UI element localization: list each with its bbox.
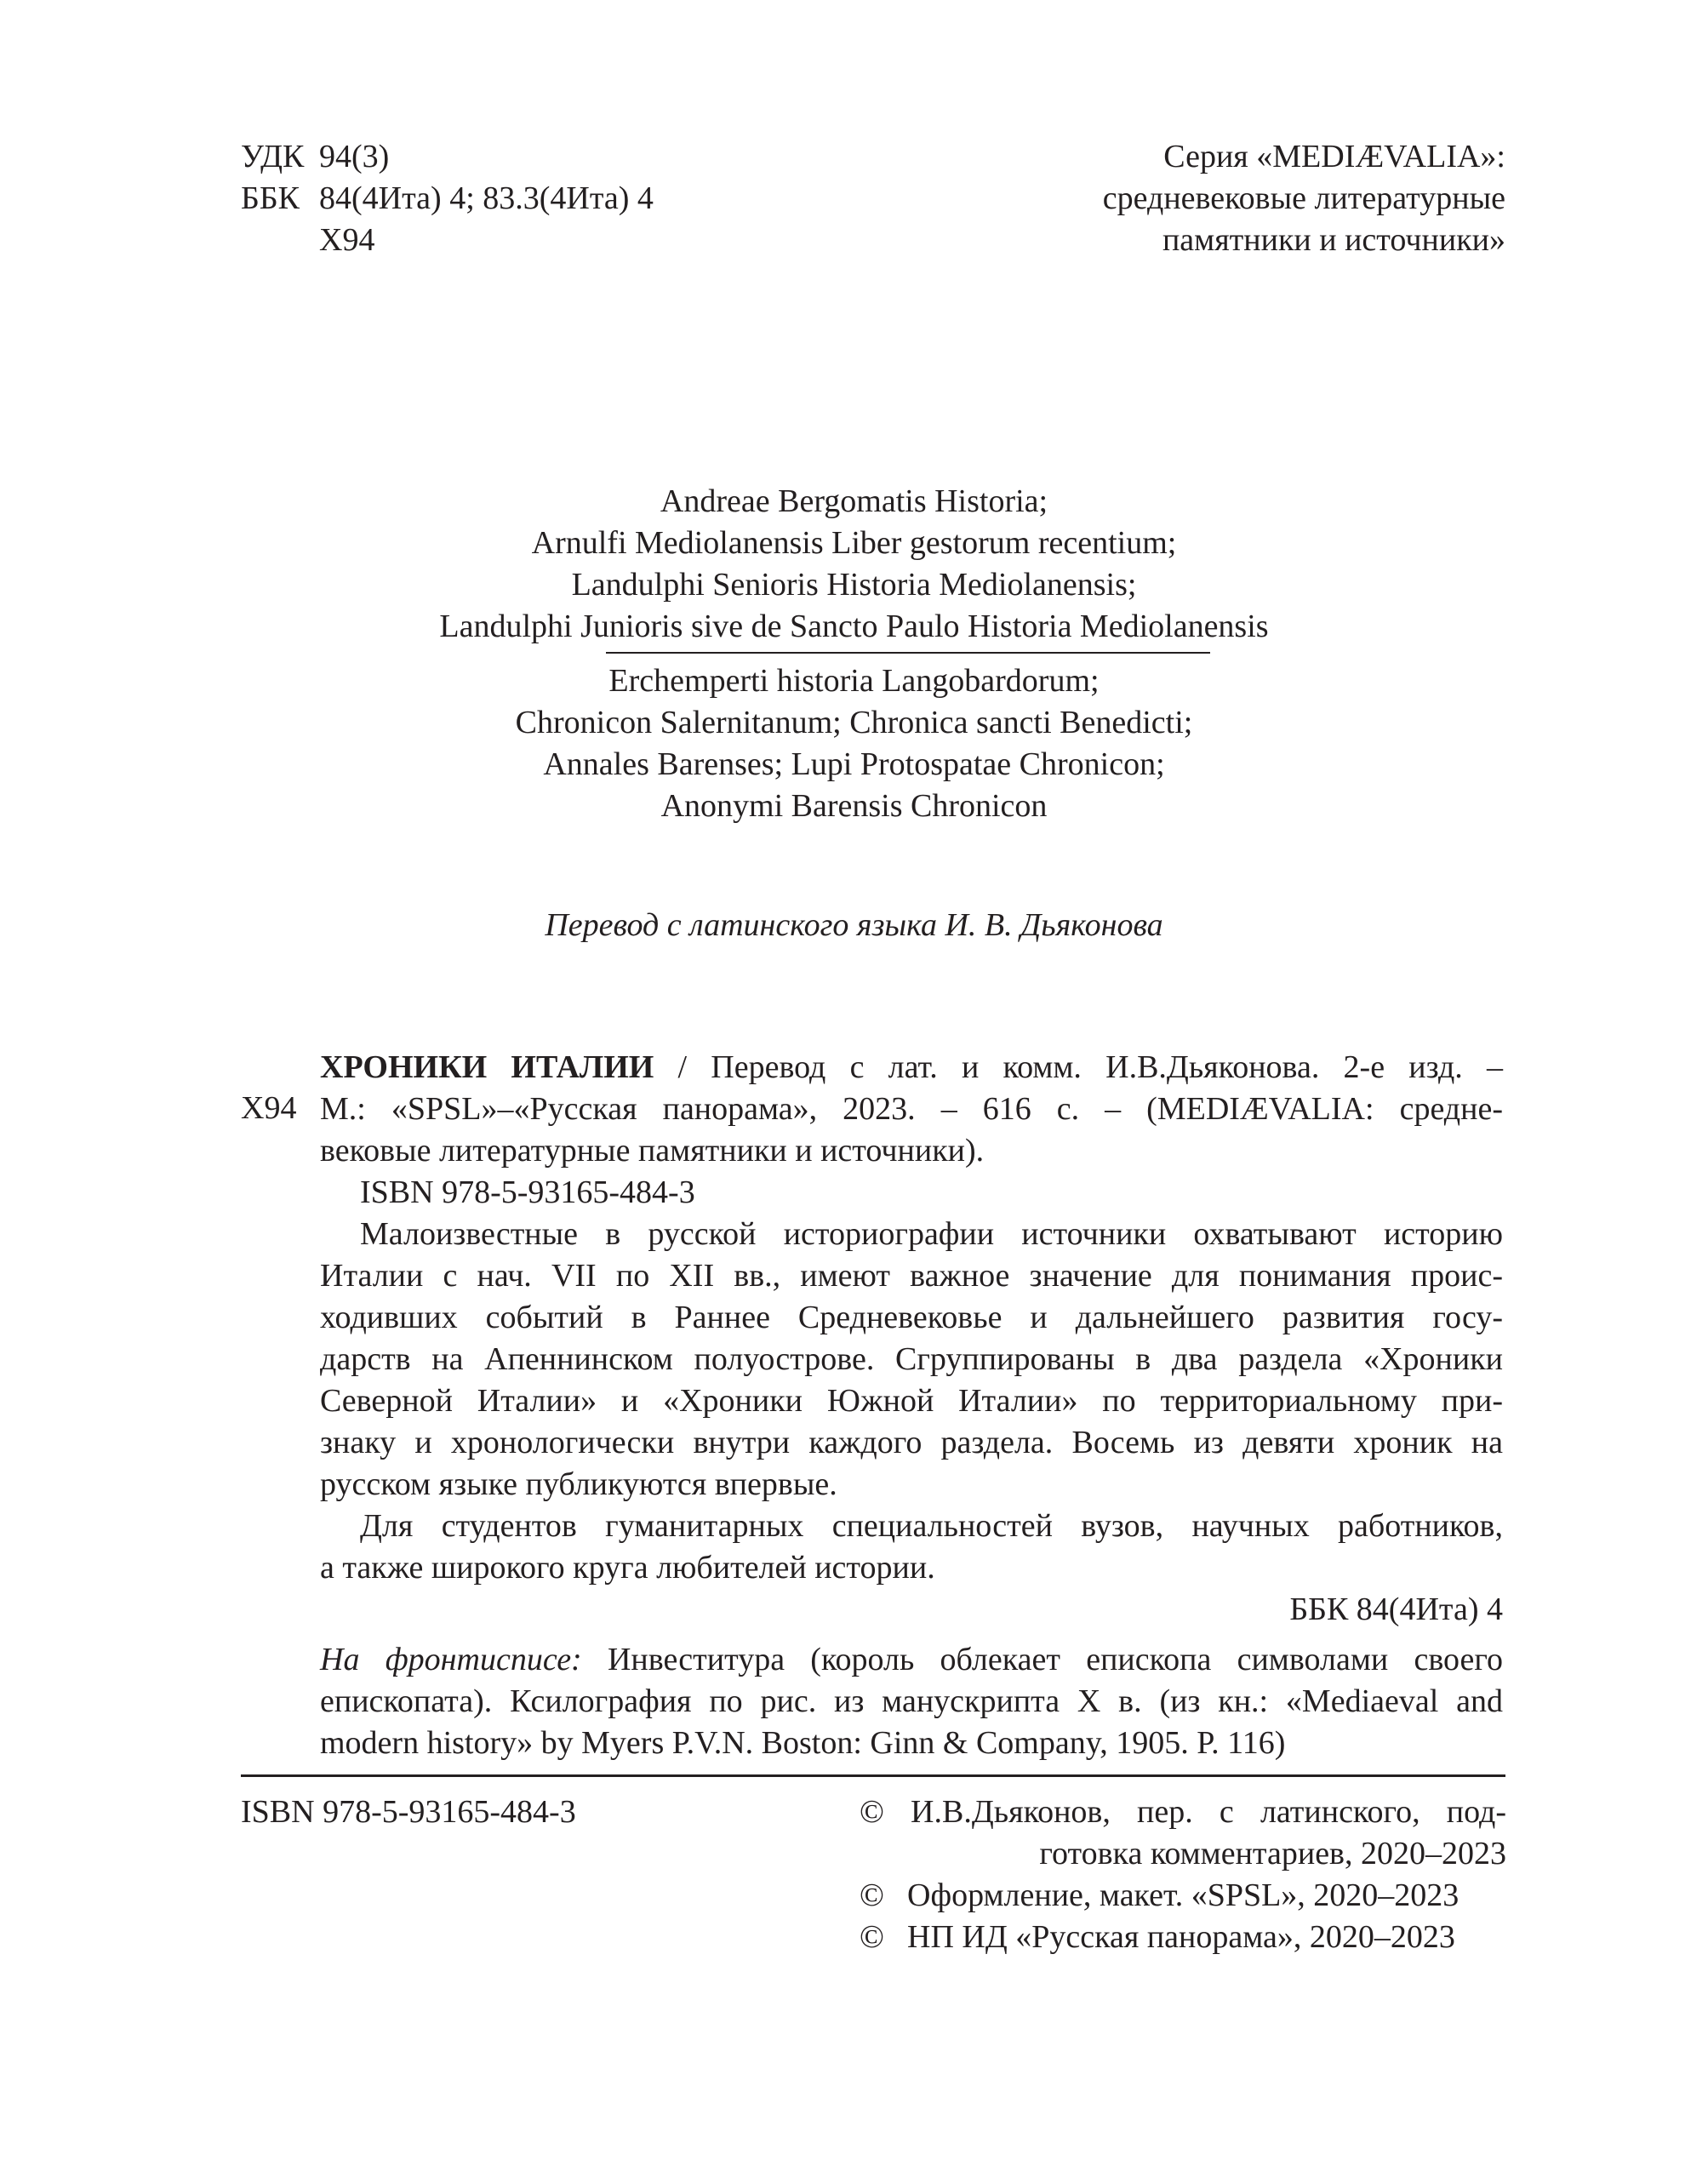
copyright-line — [860, 1875, 1506, 1917]
frontis-line: епископата). Ксилография по рис. из манускрипта X в. (из кн.: «Mediaeval and — [320, 1683, 1503, 1719]
bbk-label: ББК — [241, 180, 300, 216]
bib-line-rest: / Перевод с лат. и комм. И.В.Дьяконова. 2-е изд. – — [654, 1049, 1503, 1085]
titles-north — [0, 481, 1708, 648]
title-line: Landulphi Senioris Historia Mediolanensis; — [571, 567, 1137, 603]
copyright-line — [860, 1791, 1506, 1833]
title-line: Anonymi Barensis Chronicon — [660, 788, 1048, 824]
udk-row — [241, 136, 654, 178]
bbk-index: ББК 84(4Ита) 4 — [1289, 1591, 1503, 1627]
frontis-line: modern history» by Myers P.V.N. Boston: Ginn & Company, 1905. P. 116) — [320, 1725, 1286, 1761]
frontispiece-note — [320, 1639, 1503, 1764]
frontis-label: На фронтисписе: — [320, 1642, 582, 1677]
author-sign: Х94 — [319, 222, 375, 258]
abstract-line: русском языке публикуются впервые. — [320, 1466, 837, 1502]
bib-line — [320, 1047, 1503, 1089]
series-line: средневековые литературные — [1102, 180, 1505, 216]
frontis-line — [320, 1639, 1503, 1681]
catalog-entry — [320, 1047, 1503, 1764]
audience-note — [320, 1506, 1503, 1589]
isbn: ISBN 978-5-93165-484-3 — [360, 1174, 695, 1210]
bib-line: М.: «SPSL»–«Русская панорама», 2023. – 616 с. – (MEDIÆVALIA: средне- — [320, 1091, 1503, 1127]
abstract-line: Северной Италии» и «Хроники Южной Италии» по территориальному при- — [320, 1383, 1503, 1419]
copyright-text: И.В.Дьяконов, пер. с латинского, под- — [911, 1794, 1506, 1830]
copyright-symbol: © — [860, 1794, 884, 1830]
series-note — [1103, 136, 1505, 261]
copyright-block — [860, 1791, 1506, 1958]
titles-south — [0, 660, 1708, 827]
abstract — [320, 1214, 1503, 1506]
title-line: Landulphi Junioris sive de Sancto Paulo Historia Mediolanensis — [439, 609, 1269, 644]
copyright-symbol: © — [860, 1919, 884, 1955]
footer-isbn: ISBN 978-5-93165-484-3 — [241, 1794, 576, 1830]
classification-codes — [241, 136, 654, 261]
audience-line: Для студентов гуманитарных специальностей вузов, научных работников, — [360, 1508, 1503, 1544]
abstract-line: Малоизвестные в русской историографии источники охватывают историю — [360, 1216, 1503, 1252]
abstract-line: ходивших событий в Раннее Средневековье и дальнейшего развития госу- — [320, 1300, 1503, 1335]
copyright-symbol: © — [860, 1877, 884, 1913]
title-line: Erchemperti historia Langobardorum; — [608, 663, 1100, 699]
abstract-line: дарств на Апеннинском полуострове. Сгруппированы в два раздела «Хроники — [320, 1341, 1503, 1377]
book-title: ХРОНИКИ ИТАЛИИ — [320, 1049, 654, 1085]
title-line: Annales Barenses; Lupi Protospatae Chronicon; — [543, 746, 1165, 782]
catalog-author-sign: Х94 — [241, 1090, 297, 1126]
copyright-line: готовка комментариев, 2020–2023 — [1039, 1836, 1506, 1871]
title-line: Arnulfi Mediolanensis Liber gestorum recentium; — [531, 525, 1177, 561]
titles-divider — [606, 652, 1210, 654]
audience-line: а также широкого круга любителей истории. — [320, 1550, 935, 1586]
translator-credit: Перевод с латинского языка И. В. Дьяконова — [545, 907, 1163, 943]
copyright-line — [860, 1917, 1506, 1958]
copyright-text: НП ИД «Русская панорама», 2020–2023 — [907, 1919, 1455, 1955]
series-line: Серия «MEDIÆVALIA»: — [1163, 139, 1505, 174]
abstract-line: Италии с нач. VII по XII вв., имеют важное значение для понимания проис- — [320, 1258, 1503, 1294]
udk-label: УДК — [241, 139, 305, 174]
bib-line: вековые литературные памятники и источники). — [320, 1133, 985, 1169]
bbk-row — [241, 178, 654, 220]
abstract-line: знаку и хронологически внутри каждого раздела. Восемь из девяти хроник на — [320, 1425, 1503, 1460]
bibliographic-description — [320, 1047, 1503, 1172]
title-line: Chronicon Salernitanum; Chronica sancti Benedicti; — [515, 705, 1193, 740]
title-line: Andreae Bergomatis Historia; — [660, 483, 1048, 519]
frontis-line-rest: Инвеститура (король облекает епископа символами своего — [581, 1642, 1504, 1677]
series-line: памятники и источники» — [1162, 222, 1505, 258]
bbk-value: 84(4Ита) 4; 83.3(4Ита) 4 — [319, 180, 654, 216]
udk-value: 94(3) — [319, 139, 390, 174]
footer-divider — [241, 1774, 1505, 1777]
copyright-text: Оформление, макет. «SPSL», 2020–2023 — [907, 1877, 1460, 1913]
